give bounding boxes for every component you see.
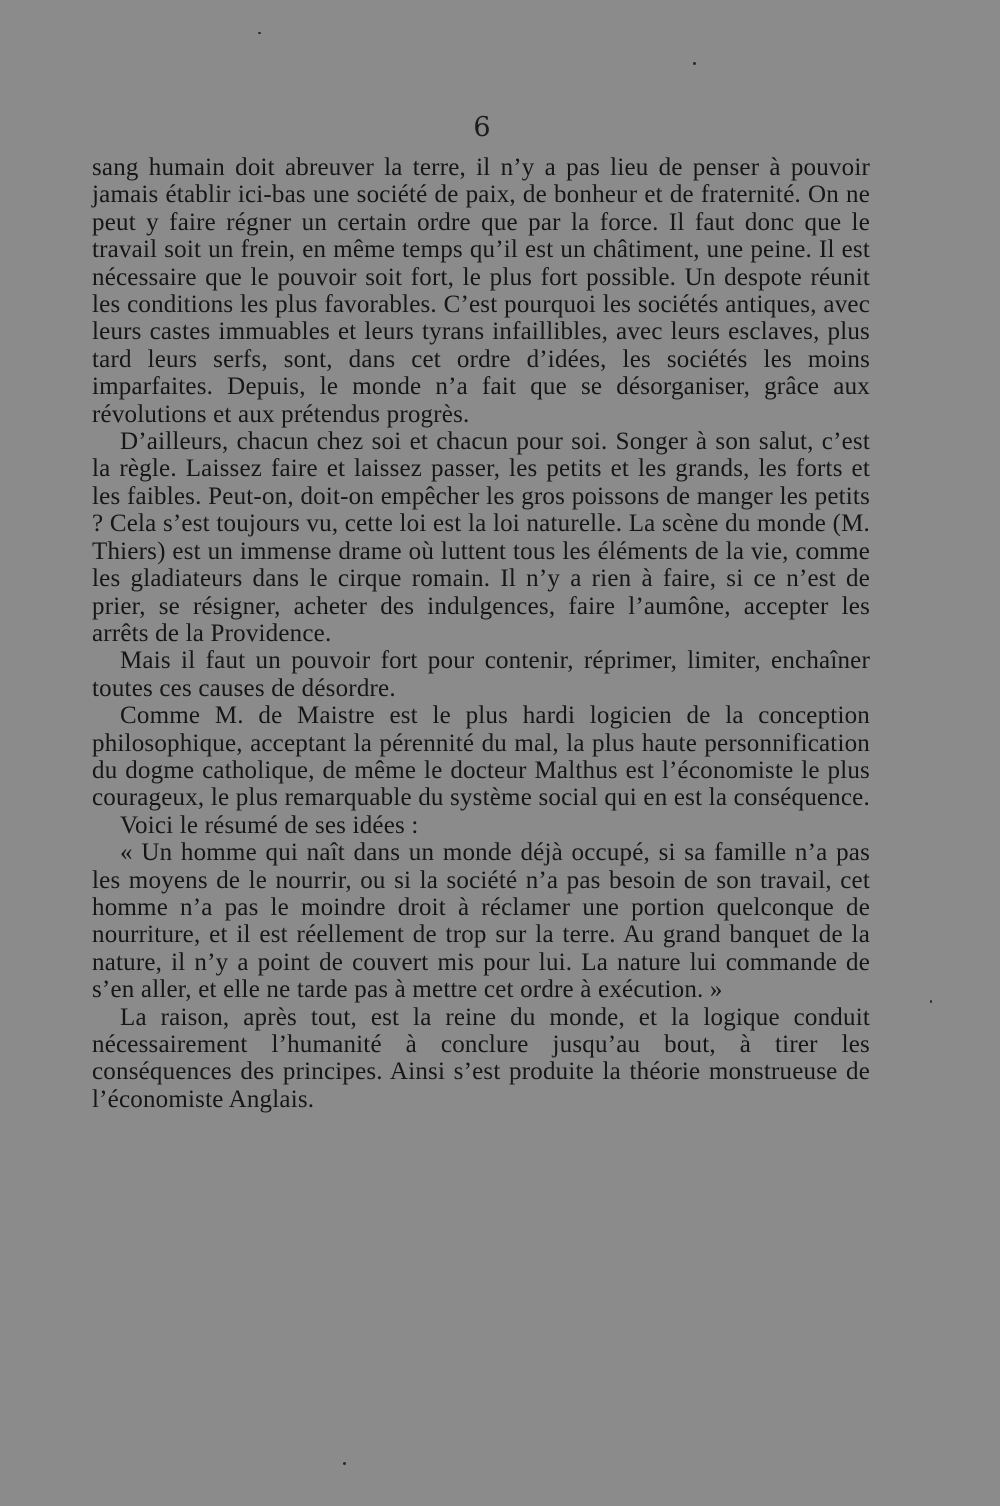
- print-speck: [258, 32, 261, 34]
- paragraph-7: La raison, après tout, est la reine du monde, et la logique conduit nécessairement l’humanité à conclure jusqu’au bout, à tirer les conséquences des principes. Ainsi s’est produite la théorie monstrueuse de l’économiste Anglais.: [92, 1003, 870, 1113]
- paragraph-3: Mais il faut un pouvoir fort pour contenir, réprimer, limiter, enchaîner toutes ces causes de désordre.: [92, 647, 870, 702]
- paragraph-6-quote: « Un homme qui naît dans un monde déjà occupé, si sa famille n’a pas les moyens de le nourrir, ou si la société n’a pas besoin de son travail, cet homme n’a pas le moindre droit à réclamer une portion quelconque de nourriture, et il est réellement de trop sur la terre. Au grand banquet de la nature, il n’y a point de couvert mis pour lui. La nature lui commande de s’en aller, et elle ne tarde pas à mettre cet ordre à exécution. »: [92, 839, 870, 1004]
- body-text: [92, 154, 870, 1113]
- print-speck: [693, 62, 696, 65]
- paragraph-4: Comme M. de Maistre est le plus hardi logicien de la conception philosophique, acceptant la pérennité du mal, la plus haute personnification du dogme catholique, de même le docteur Malthus est l’économiste le plus courageux, le plus remarquable du système social qui en est la conséquence.: [92, 702, 870, 812]
- print-speck: [343, 1462, 346, 1465]
- print-speck: [930, 1000, 932, 1003]
- paragraph-5: Voici le résumé de ses idées :: [120, 811, 419, 839]
- paragraph-2: D’ailleurs, chacun chez soi et chacun pour soi. Songer à son salut, c’est la règle. Laissez faire et laissez passer, les petits et les grands, les forts et les faibles. Peut-on, doit-on empêcher les gros poissons de manger les petits ? Cela s’est toujours vu, cette loi est la loi naturelle. La scène du monde (M. Thiers) est un immense drame où luttent tous les éléments de la vie, comme les gladiateurs dans le cirque romain. Il n’y a rien à faire, si ce n’est de prier, se résigner, acheter des indulgences, faire l’aumône, accepter les arrêts de la Providence.: [92, 428, 870, 647]
- paragraph-1: sang humain doit abreuver la terre, il n’y a pas lieu de penser à pouvoir jamais établir ici-bas une société de paix, de bonheur et de fraternité. On ne peut y faire régner un certain ordre que par la force. Il faut donc que le travail soit un frein, en même temps qu’il est un châtiment, une peine. Il est nécessaire que le pouvoir soit fort, le plus fort possible. Un despote réunit les conditions les plus favorables. C’est pourquoi les sociétés antiques, avec leurs castes immuables et leurs tyrans infaillibles, avec leurs esclaves, plus tard leurs serfs, sont, dans cet ordre d’idées, les sociétés les moins imparfaites. Depuis, le monde n’a fait que se désorganiser, grâce aux révolutions et aux prétendus progrès.: [92, 154, 870, 428]
- page-number: 6: [473, 112, 491, 143]
